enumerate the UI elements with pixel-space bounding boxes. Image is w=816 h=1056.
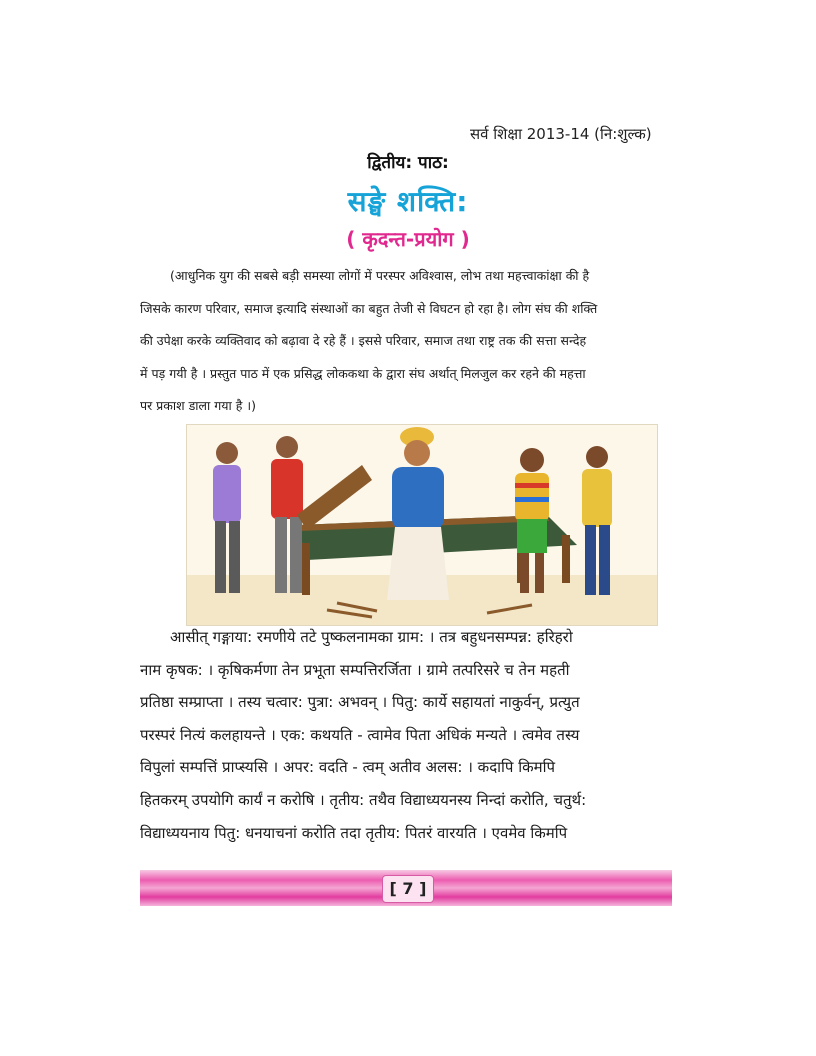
- story-line: प्रतिष्ठा सम्प्राप्ता । तस्य चत्वार: पुत्रा: अभवन् । पितु: कार्ये सहायतां नाकुर्वन्, प्रत्युत: [140, 693, 580, 712]
- intro-paragraph: [140, 260, 675, 423]
- story-line: विपुलां सम्पत्तिं प्राप्स्यसि । अपर: वदति - त्वम् अतीव अलस: । कदापि किमपि: [140, 758, 555, 777]
- illustration-svg: [187, 425, 657, 625]
- son-figure-1: [213, 442, 241, 593]
- intro-line: पर प्रकाश डाला गया है ।): [140, 398, 256, 413]
- son-figure-3: [515, 448, 549, 593]
- story-line: नाम कृषक: । कृषिकर्मणा तेन प्रभूता सम्पत्तिरर्जिता । ग्रामे तत्परिसरे च तेन महती: [140, 660, 570, 679]
- father-figure: [387, 427, 449, 600]
- story-line: परस्परं नित्यं कलहायन्ते । एक: कथयति - त्वामेव पिता अधिकं मन्यते । त्वमेव तस्य: [140, 725, 580, 744]
- lesson-subtitle: ( कृदन्त-प्रयोग ): [346, 227, 470, 251]
- stick-bundle: [297, 465, 372, 530]
- intro-line: (आधुनिक युग की सबसे बड़ी समस्या लोगों में परस्पर अविश्वास, लोभ तथा महत्त्वाकांक्षा की है: [170, 268, 590, 283]
- intro-line: की उपेक्षा करके व्यक्तिवाद को बढ़ावा दे रहे हैं । इससे परिवार, समाज तथा राष्ट्र तक की सत्ता सन्देह: [140, 333, 587, 348]
- story-line: विद्याध्ययनाय पितु: धनयाचनां करोति तदा तृतीय: पितरं वारयति । एवमेव किमपि: [140, 823, 568, 842]
- intro-line: जिसके कारण परिवार, समाज इत्यादि संस्थाओं का बहुत तेजी से विघटन हो रहा है। लोग संघ की शक्ति: [140, 300, 598, 316]
- header-note: सर्व शिक्षा 2013-14 (नि:शुल्क): [470, 125, 652, 143]
- intro-line: में पड़ गयी है । प्रस्तुत पाठ में एक प्रसिद्ध लोककथा के द्वारा संघ अर्थात् मिलजुल कर रहने की महत्ता: [140, 365, 586, 381]
- page-number: [ 7 ]: [382, 875, 434, 903]
- lesson-title: सङ्घे शक्ति:: [347, 185, 469, 218]
- story-illustration: [186, 424, 658, 626]
- lesson-number: द्वितीय: पाठ:: [367, 153, 449, 173]
- story-line: हितकरम् उपयोगि कार्यं न करोषि । तृतीय: तथैव विद्याध्ययनस्य निन्दां करोति, चतुर्थ:: [140, 790, 587, 809]
- son-figure-2: [271, 436, 372, 593]
- story-paragraph: [140, 621, 675, 849]
- son-figure-4: [582, 446, 612, 595]
- story-line: आसीत् गङ्गाया: रमणीये तटे पुष्कलनामका ग्राम: । तत्र बहुधनसम्पन्न: हरिहरो: [170, 628, 573, 646]
